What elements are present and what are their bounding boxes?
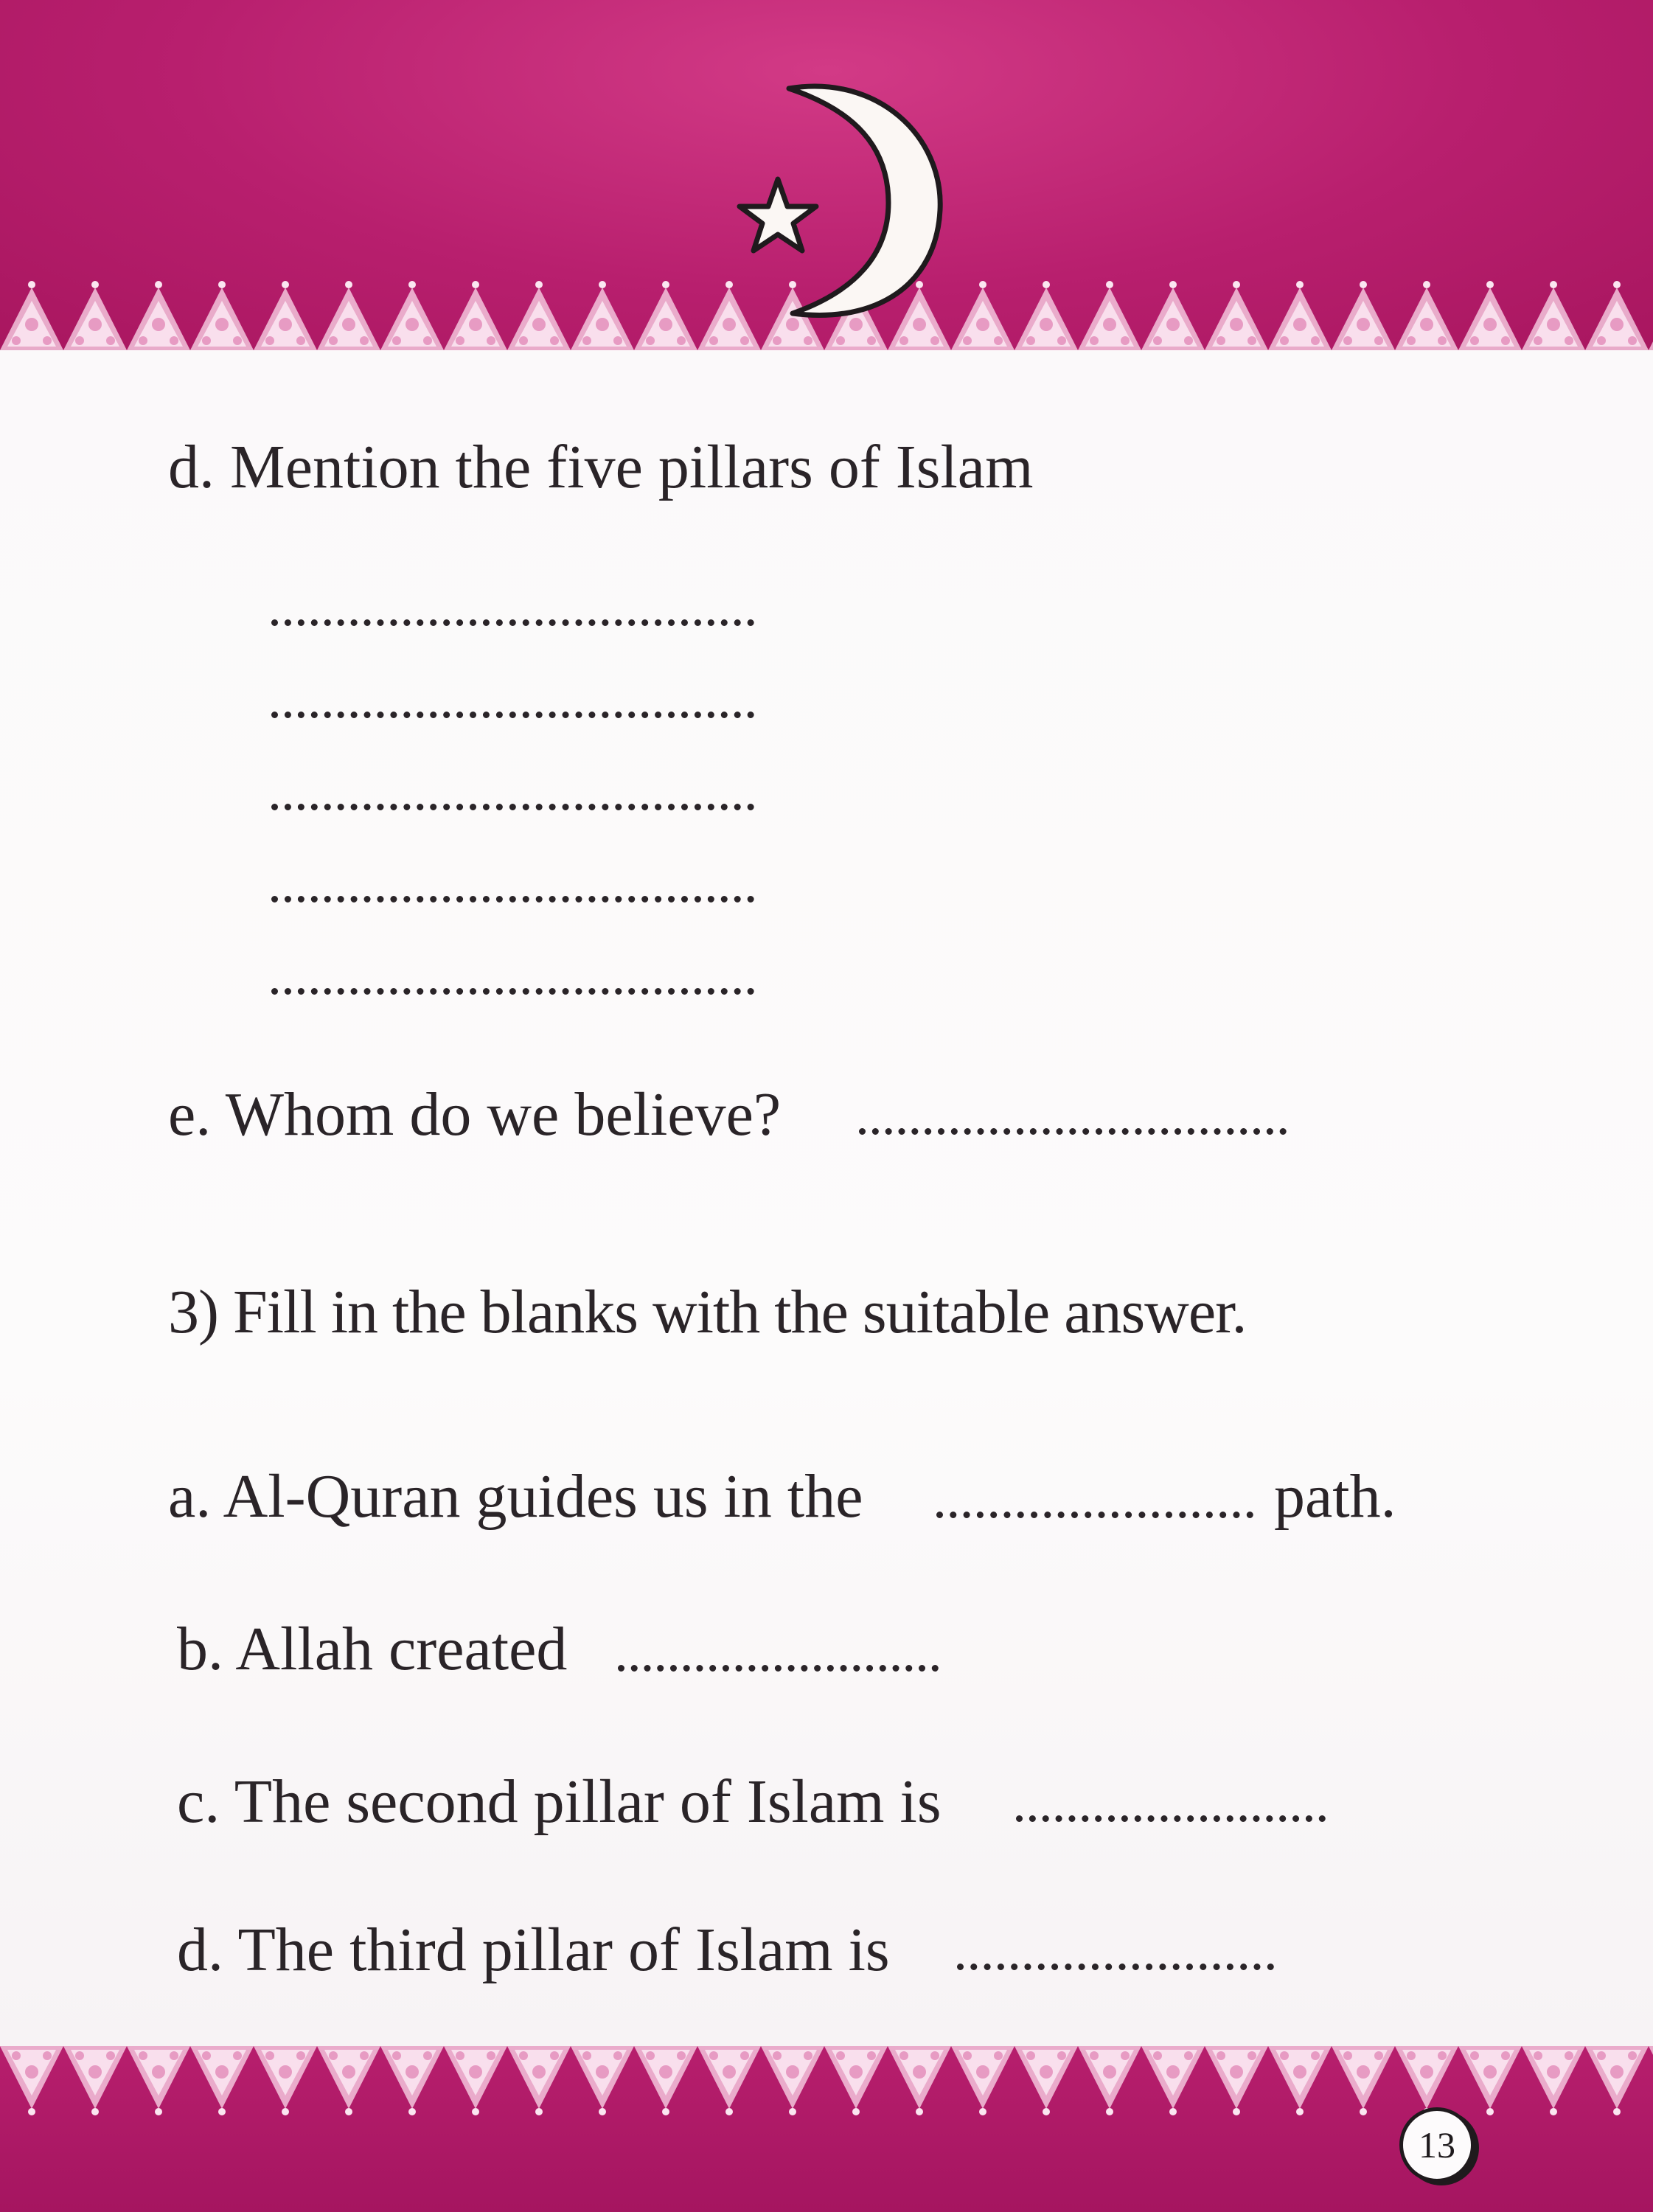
answer-line[interactable] xyxy=(271,712,754,718)
question-e-label: e. Whom do we believe? xyxy=(168,1080,782,1149)
blank-a-line[interactable] xyxy=(936,1512,1253,1518)
answer-line[interactable] xyxy=(271,619,754,626)
blank-b-text: b. Allah created xyxy=(177,1615,568,1683)
blank-d-text: d. The third pillar of Islam is xyxy=(177,1916,890,1984)
page-number: 13 xyxy=(1399,2107,1475,2183)
answer-line[interactable] xyxy=(859,1128,1287,1135)
crescent-star-icon xyxy=(723,70,958,335)
question-d-label: d. Mention the five pillars of Islam xyxy=(168,433,1034,501)
answer-line[interactable] xyxy=(271,988,754,995)
blank-d-line[interactable] xyxy=(957,1964,1274,1970)
blank-b-line[interactable] xyxy=(618,1665,939,1672)
blank-a-suffix: path. xyxy=(1274,1462,1396,1531)
blank-c-text: c. The second pillar of Islam is xyxy=(177,1767,942,1836)
blank-a-text: a. Al-Quran guides us in the xyxy=(168,1462,863,1531)
answer-line[interactable] xyxy=(271,896,754,902)
answer-line[interactable] xyxy=(271,804,754,810)
blank-c-line[interactable] xyxy=(1016,1815,1326,1822)
bottom-lace-border xyxy=(0,2042,1653,2124)
section-3-heading: 3) Fill in the blanks with the suitable answer. xyxy=(168,1278,1247,1346)
